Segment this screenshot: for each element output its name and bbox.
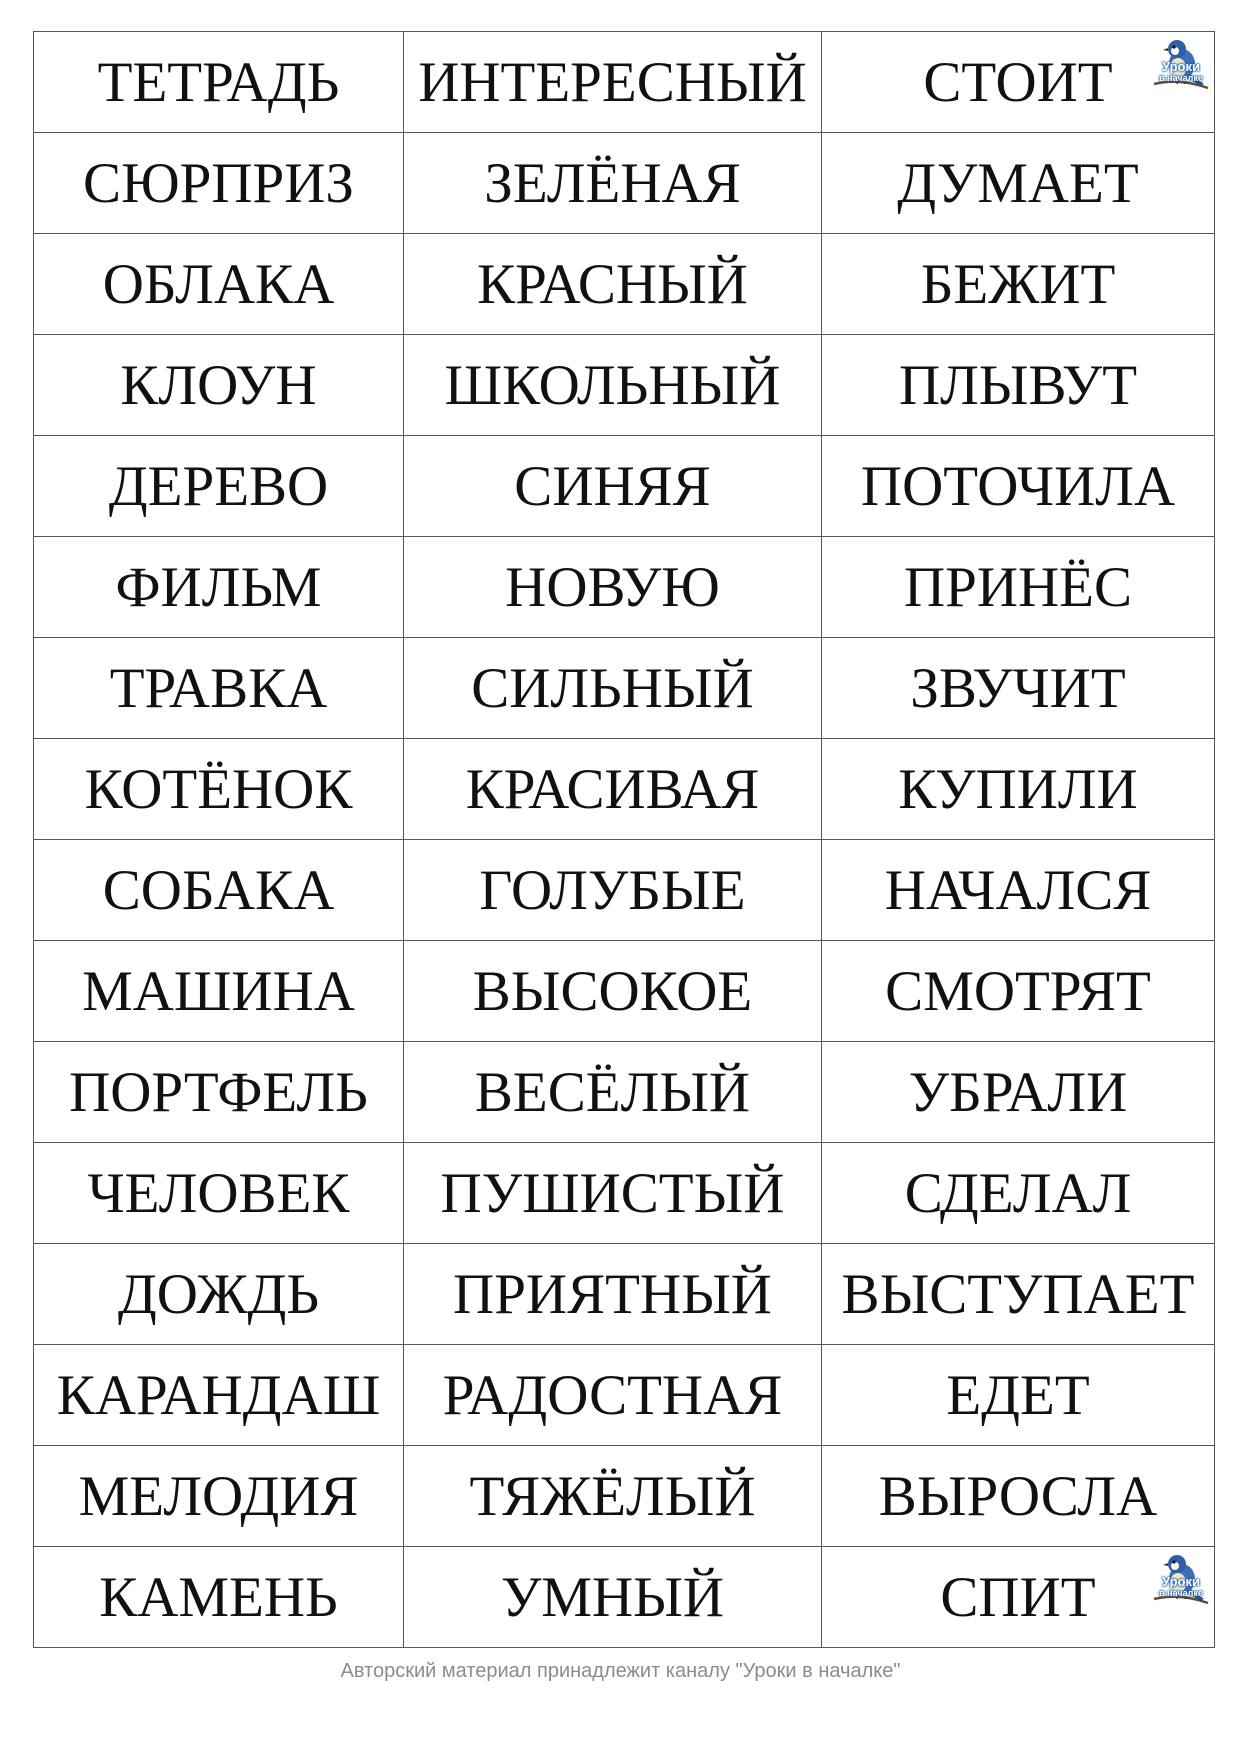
word-cell — [822, 1446, 1215, 1547]
logo-text-line2: в началке — [1159, 1588, 1203, 1598]
word-cell — [34, 941, 404, 1042]
word-cell — [822, 537, 1215, 638]
word-text: СОБАКА — [102, 858, 335, 922]
word-text: КРАСНЫЙ — [477, 252, 748, 316]
word-text: ПОТОЧИЛА — [860, 454, 1176, 518]
word-text: ФИЛЬМ — [115, 555, 322, 619]
word-text: ДЕРЕВО — [108, 454, 329, 518]
word-cell — [822, 436, 1215, 537]
word-cell — [822, 335, 1215, 436]
word-text: ВЫСТУПАЕТ — [841, 1262, 1195, 1326]
word-text: ПЛЫВУТ — [898, 353, 1138, 417]
word-text: КАМЕНЬ — [99, 1565, 338, 1629]
table-row — [34, 32, 1215, 133]
word-text: ШКОЛЬНЫЙ — [444, 353, 781, 417]
word-text: ЗВУЧИТ — [910, 656, 1126, 720]
word-text: ВЫСОКОЕ — [472, 959, 753, 1023]
word-text: СИНЯЯ — [514, 454, 711, 518]
word-cell — [822, 1547, 1215, 1648]
word-text: МЕЛОДИЯ — [78, 1464, 359, 1528]
logo-text-line1: Уроки — [1162, 59, 1200, 74]
word-text: КАРАНДАШ — [56, 1363, 381, 1427]
word-text: УБРАЛИ — [908, 1060, 1128, 1124]
word-text: НАЧАЛСЯ — [884, 858, 1152, 922]
word-cell — [34, 1345, 404, 1446]
table-row — [34, 941, 1215, 1042]
word-text: ИНТЕРЕСНЫЙ — [418, 50, 807, 114]
logo-text-line1: Уроки — [1162, 1574, 1200, 1589]
word-cell — [34, 32, 404, 133]
word-text: ПРИНЁС — [903, 555, 1133, 619]
word-cell — [34, 133, 404, 234]
word-text: ПОРТФЕЛЬ — [69, 1060, 368, 1124]
word-cell — [34, 739, 404, 840]
word-cell — [404, 234, 822, 335]
word-cell — [822, 1143, 1215, 1244]
word-text: ТЯЖЁЛЫЙ — [469, 1464, 756, 1528]
word-cell — [404, 1446, 822, 1547]
table-row — [34, 335, 1215, 436]
channel-logo — [1150, 34, 1212, 96]
table-row — [34, 1244, 1215, 1345]
word-cell — [404, 436, 822, 537]
word-text: СПИТ — [940, 1565, 1096, 1629]
channel-logo — [1150, 1549, 1212, 1611]
word-text: КЛОУН — [120, 353, 317, 417]
word-text: ГОЛУБЫЕ — [479, 858, 746, 922]
word-cell — [34, 1446, 404, 1547]
word-cell — [822, 133, 1215, 234]
word-cell — [34, 1244, 404, 1345]
table-row — [34, 1547, 1215, 1648]
word-text: КРАСИВАЯ — [465, 757, 760, 821]
table-row — [34, 840, 1215, 941]
word-cell — [34, 1042, 404, 1143]
word-cell — [404, 133, 822, 234]
word-cell — [404, 32, 822, 133]
word-text: КОТЁНОК — [84, 757, 353, 821]
word-text: ПРИЯТНЫЙ — [453, 1262, 772, 1326]
word-text: СМОТРЯТ — [885, 959, 1151, 1023]
word-cell — [822, 234, 1215, 335]
word-cell — [34, 1547, 404, 1648]
word-text: СТОИТ — [923, 50, 1113, 114]
word-cell — [822, 32, 1215, 133]
table-row — [34, 234, 1215, 335]
table-row — [34, 436, 1215, 537]
word-text: ОБЛАКА — [102, 252, 335, 316]
word-text: ЕДЕТ — [946, 1363, 1090, 1427]
word-table-body — [34, 32, 1215, 1648]
footer-credit: Авторский материал принадлежит каналу "Уроки в началке" — [340, 1660, 901, 1682]
word-cell — [34, 638, 404, 739]
word-text: ВЕСЁЛЫЙ — [474, 1060, 751, 1124]
table-row — [34, 1042, 1215, 1143]
word-text: ДОЖДЬ — [117, 1262, 320, 1326]
word-cell — [34, 436, 404, 537]
word-cell — [404, 1547, 822, 1648]
word-text: ТЕТРАДЬ — [97, 50, 340, 114]
word-cell — [404, 941, 822, 1042]
word-text: РАДОСТНАЯ — [442, 1363, 783, 1427]
table-row — [34, 1345, 1215, 1446]
word-text: ЧЕЛОВЕК — [87, 1161, 350, 1225]
table-row — [34, 133, 1215, 234]
word-text: КУПИЛИ — [898, 757, 1138, 821]
word-cell — [404, 1244, 822, 1345]
word-cell — [404, 1345, 822, 1446]
table-row — [34, 1446, 1215, 1547]
word-text: НОВУЮ — [505, 555, 720, 619]
word-cell — [404, 840, 822, 941]
word-cell — [34, 537, 404, 638]
table-row — [34, 1143, 1215, 1244]
word-text: СДЕЛАЛ — [904, 1161, 1132, 1225]
word-text: СЮРПРИЗ — [83, 151, 354, 215]
word-cell — [822, 638, 1215, 739]
word-cell — [34, 335, 404, 436]
word-text: ПУШИСТЫЙ — [440, 1161, 785, 1225]
word-cell — [34, 234, 404, 335]
logo-text-line2: в началке — [1159, 73, 1203, 83]
word-text: ЗЕЛЁНАЯ — [484, 151, 741, 215]
word-text: ДУМАЕТ — [897, 151, 1139, 215]
word-text: СИЛЬНЫЙ — [471, 656, 754, 720]
table-row — [34, 739, 1215, 840]
word-cell — [404, 1042, 822, 1143]
word-cell — [822, 1345, 1215, 1446]
word-cell — [404, 1143, 822, 1244]
table-row — [34, 638, 1215, 739]
word-cell — [404, 638, 822, 739]
word-cell — [822, 1042, 1215, 1143]
word-text: УМНЫЙ — [500, 1565, 725, 1629]
word-cell — [34, 1143, 404, 1244]
table-row — [34, 537, 1215, 638]
word-table — [33, 31, 1215, 1648]
word-cell — [34, 840, 404, 941]
word-cell — [404, 335, 822, 436]
word-cell — [404, 739, 822, 840]
word-cell — [822, 1244, 1215, 1345]
word-cell — [822, 739, 1215, 840]
word-cell — [822, 840, 1215, 941]
word-text: БЕЖИТ — [920, 252, 1116, 316]
word-cell — [404, 537, 822, 638]
word-cell — [822, 941, 1215, 1042]
word-text: ВЫРОСЛА — [878, 1464, 1158, 1528]
word-text: МАШИНА — [82, 959, 355, 1023]
word-text: ТРАВКА — [109, 656, 328, 720]
